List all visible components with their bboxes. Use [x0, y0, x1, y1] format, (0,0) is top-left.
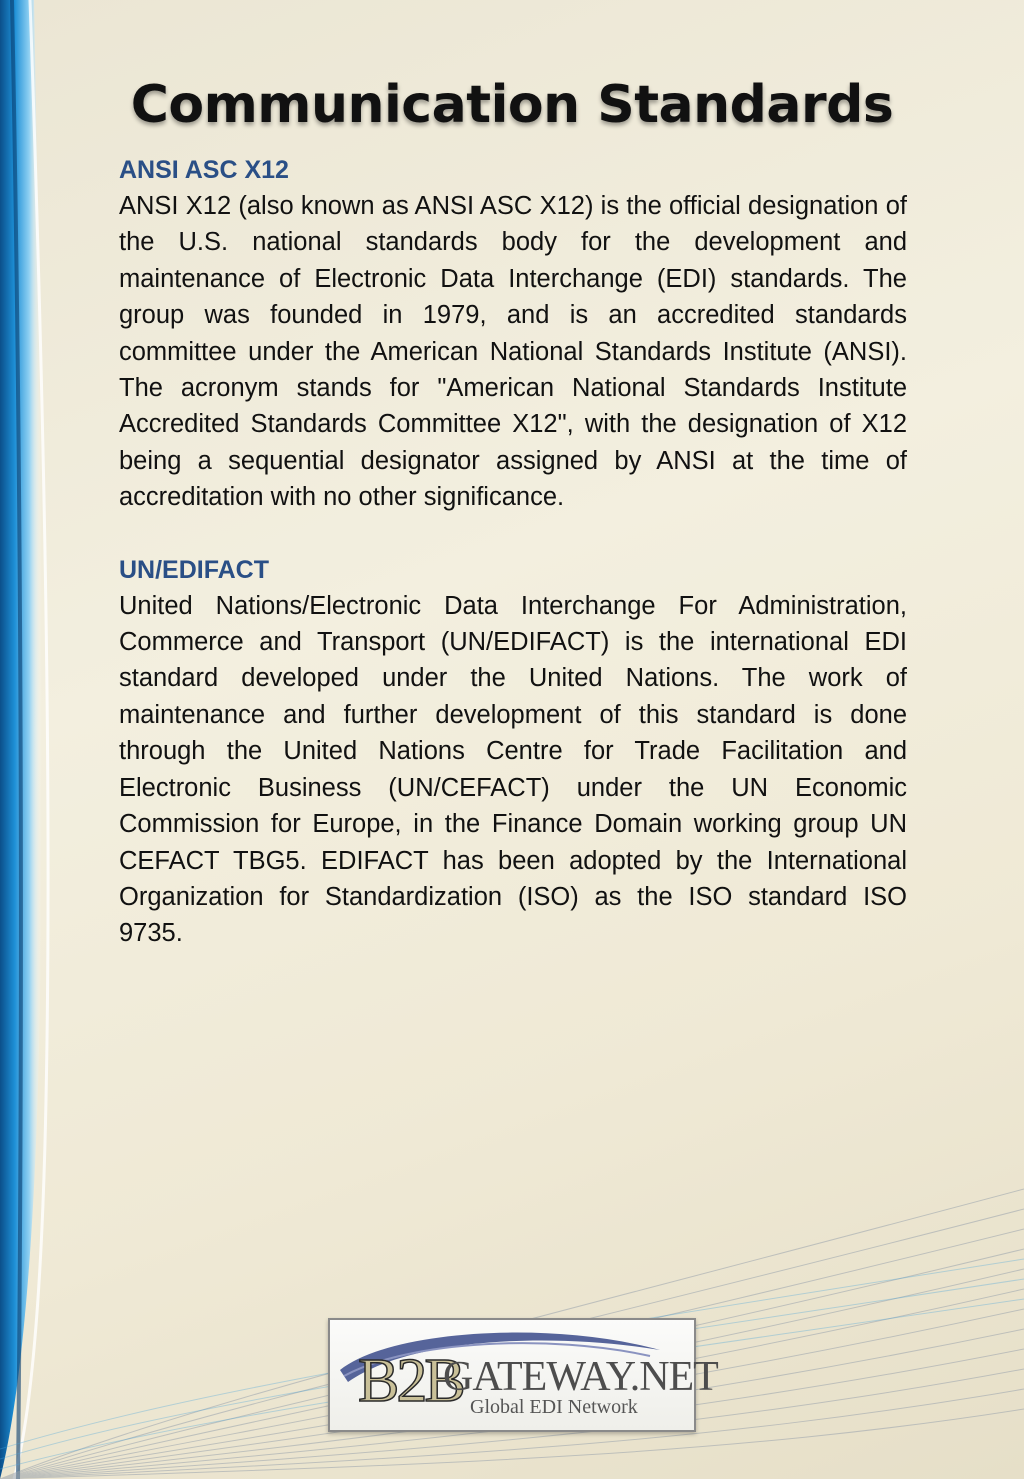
section-un-edifact: [119, 552, 907, 952]
section-heading: UN/EDIFACT: [119, 555, 269, 584]
page-title: Communication Standards: [130, 74, 894, 135]
content-area: [119, 152, 907, 988]
section-heading: ANSI ASC X12: [119, 156, 289, 184]
logo-mark: B2B: [358, 1347, 463, 1415]
b2bgateway-logo: [328, 1318, 718, 1432]
logo-tagline: Global EDI Network: [470, 1396, 638, 1418]
logo-name: GATEWAY.NET: [443, 1354, 718, 1400]
section-body: United Nations/Electronic Data Interchange For Administration, Commerce and Transport (UN/EDIFACT) is the international EDI standard developed under the United Nations. The work of maintenance and further development of this standard is done through the United Nations Centre for Trade Facilitation and Electronic Business (UN/CEFACT) under the UN Economic Commission for Europe, in the Finance Domain working group UN CEFACT TBG5. EDIFACT has been adopted by the International Organization for Standardization (ISO) as the ISO standard ISO 9735.: [119, 591, 907, 948]
section-ansi-x12: [119, 152, 907, 516]
section-body: ANSI X12 (also known as ANSI ASC X12) is the official designation of the U.S. national standards body for the development and maintenance of Electronic Data Interchange (EDI) standards. The group was founded in 1979, and is an accredited standards committee under the American National Standards Institute (ANSI). The acronym stands for "American National Standards Institute Accredited Standards Committee X12", with the designation of X12 being a sequential designator assigned by ANSI at the time of accreditation with no other significance.: [119, 192, 907, 512]
